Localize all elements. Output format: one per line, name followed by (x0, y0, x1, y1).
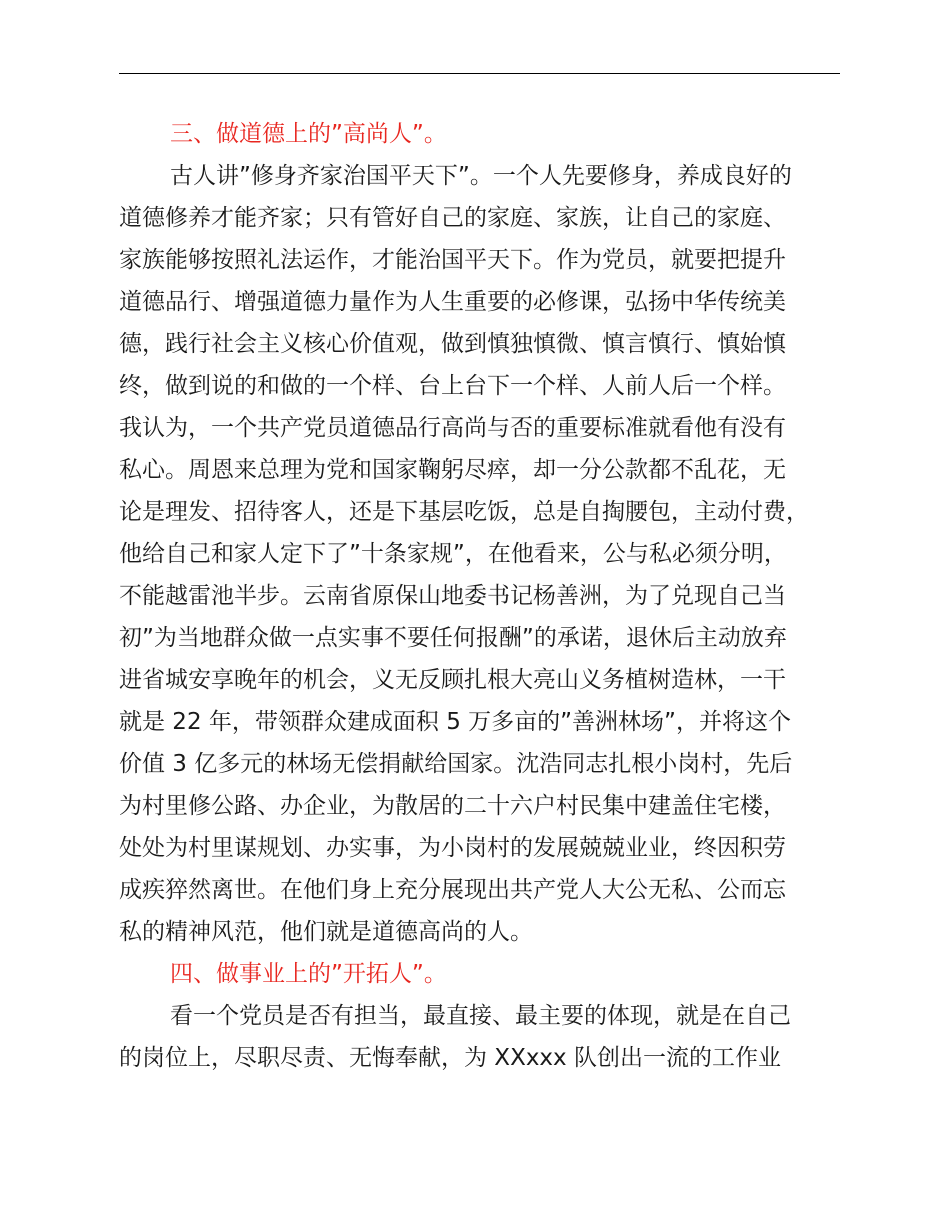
paragraph-line: 私心。周恩来总理为党和国家鞠躬尽瘁，却一分公款都不乱花，无 (119, 457, 786, 483)
paragraph-line: 的岗位上，尽职尽责、无悔奉献，为 XXxxx 队创出一流的工作业 (119, 1045, 781, 1071)
paragraph-line: 进省城安享晚年的机会，义无反顾扎根大亮山义务植树造林，一干 (119, 667, 786, 693)
paragraph-line: 为村里修公路、办企业，为散居的二十六户村民集中建盖住宅楼， (119, 793, 786, 819)
paragraph-line: 处处为村里谋规划、办实事，为小岗村的发展兢兢业业，终因积劳 (119, 835, 786, 861)
paragraph-line: 德，践行社会主义核心价值观，做到慎独慎微、慎言慎行、慎始慎 (119, 331, 786, 357)
paragraph-line: 他给自己和家人定下了”十条家规”，在他看来，公与私必须分明， (119, 541, 787, 567)
paragraph-line: 道德修养才能齐家；只有管好自己的家庭、家族，让自己的家庭、 (119, 205, 786, 231)
paragraph-line: 道德品行、增强道德力量作为人生重要的必修课，弘扬中华传统美 (119, 289, 786, 315)
paragraph (119, 155, 841, 953)
paragraph-line: 家族能够按照礼法运作，才能治国平天下。作为党员，就要把提升 (119, 247, 786, 273)
paragraph-line: 古人讲”修身齐家治国平天下”。一个人先要修身，养成良好的 (170, 163, 792, 189)
paragraph-line: 我认为，一个共产党员道德品行高尚与否的重要标准就看他有没有 (119, 415, 786, 441)
paragraph-line: 就是 22 年，带领群众建成面积 5 万多亩的”善洲林场”，并将这个 (119, 709, 791, 735)
paragraph-line: 终，做到说的和做的一个样、台上台下一个样、人前人后一个样。 (119, 373, 786, 399)
document-body (119, 113, 841, 1079)
paragraph (119, 995, 841, 1079)
paragraph-line: 初”为当地群众做一点实事不要任何报酬”的承诺，退休后主动放弃 (119, 625, 787, 651)
paragraph-line: 价值 3 亿多元的林场无偿捐献给国家。沈浩同志扎根小岗村，先后 (119, 751, 793, 777)
section-heading: 三、做道德上的”高尚人”。 (170, 121, 447, 147)
paragraph-line: 看一个党员是否有担当，最直接、最主要的体现，就是在自己 (170, 1003, 791, 1029)
paragraph-line: 成疾猝然离世。在他们身上充分展现出共产党人大公无私、公而忘 (119, 877, 786, 903)
section-heading: 四、做事业上的”开拓人”。 (170, 961, 447, 987)
paragraph-line: 论是理发、招待客人，还是下基层吃饭，总是自掏腰包，主动付费， (119, 499, 809, 525)
paragraph-line: 私的精神风范，他们就是道德高尚的人。 (119, 919, 533, 945)
paragraph-line: 不能越雷池半步。云南省原保山地委书记杨善洲，为了兑现自己当 (119, 583, 786, 609)
header-rule (119, 73, 840, 74)
